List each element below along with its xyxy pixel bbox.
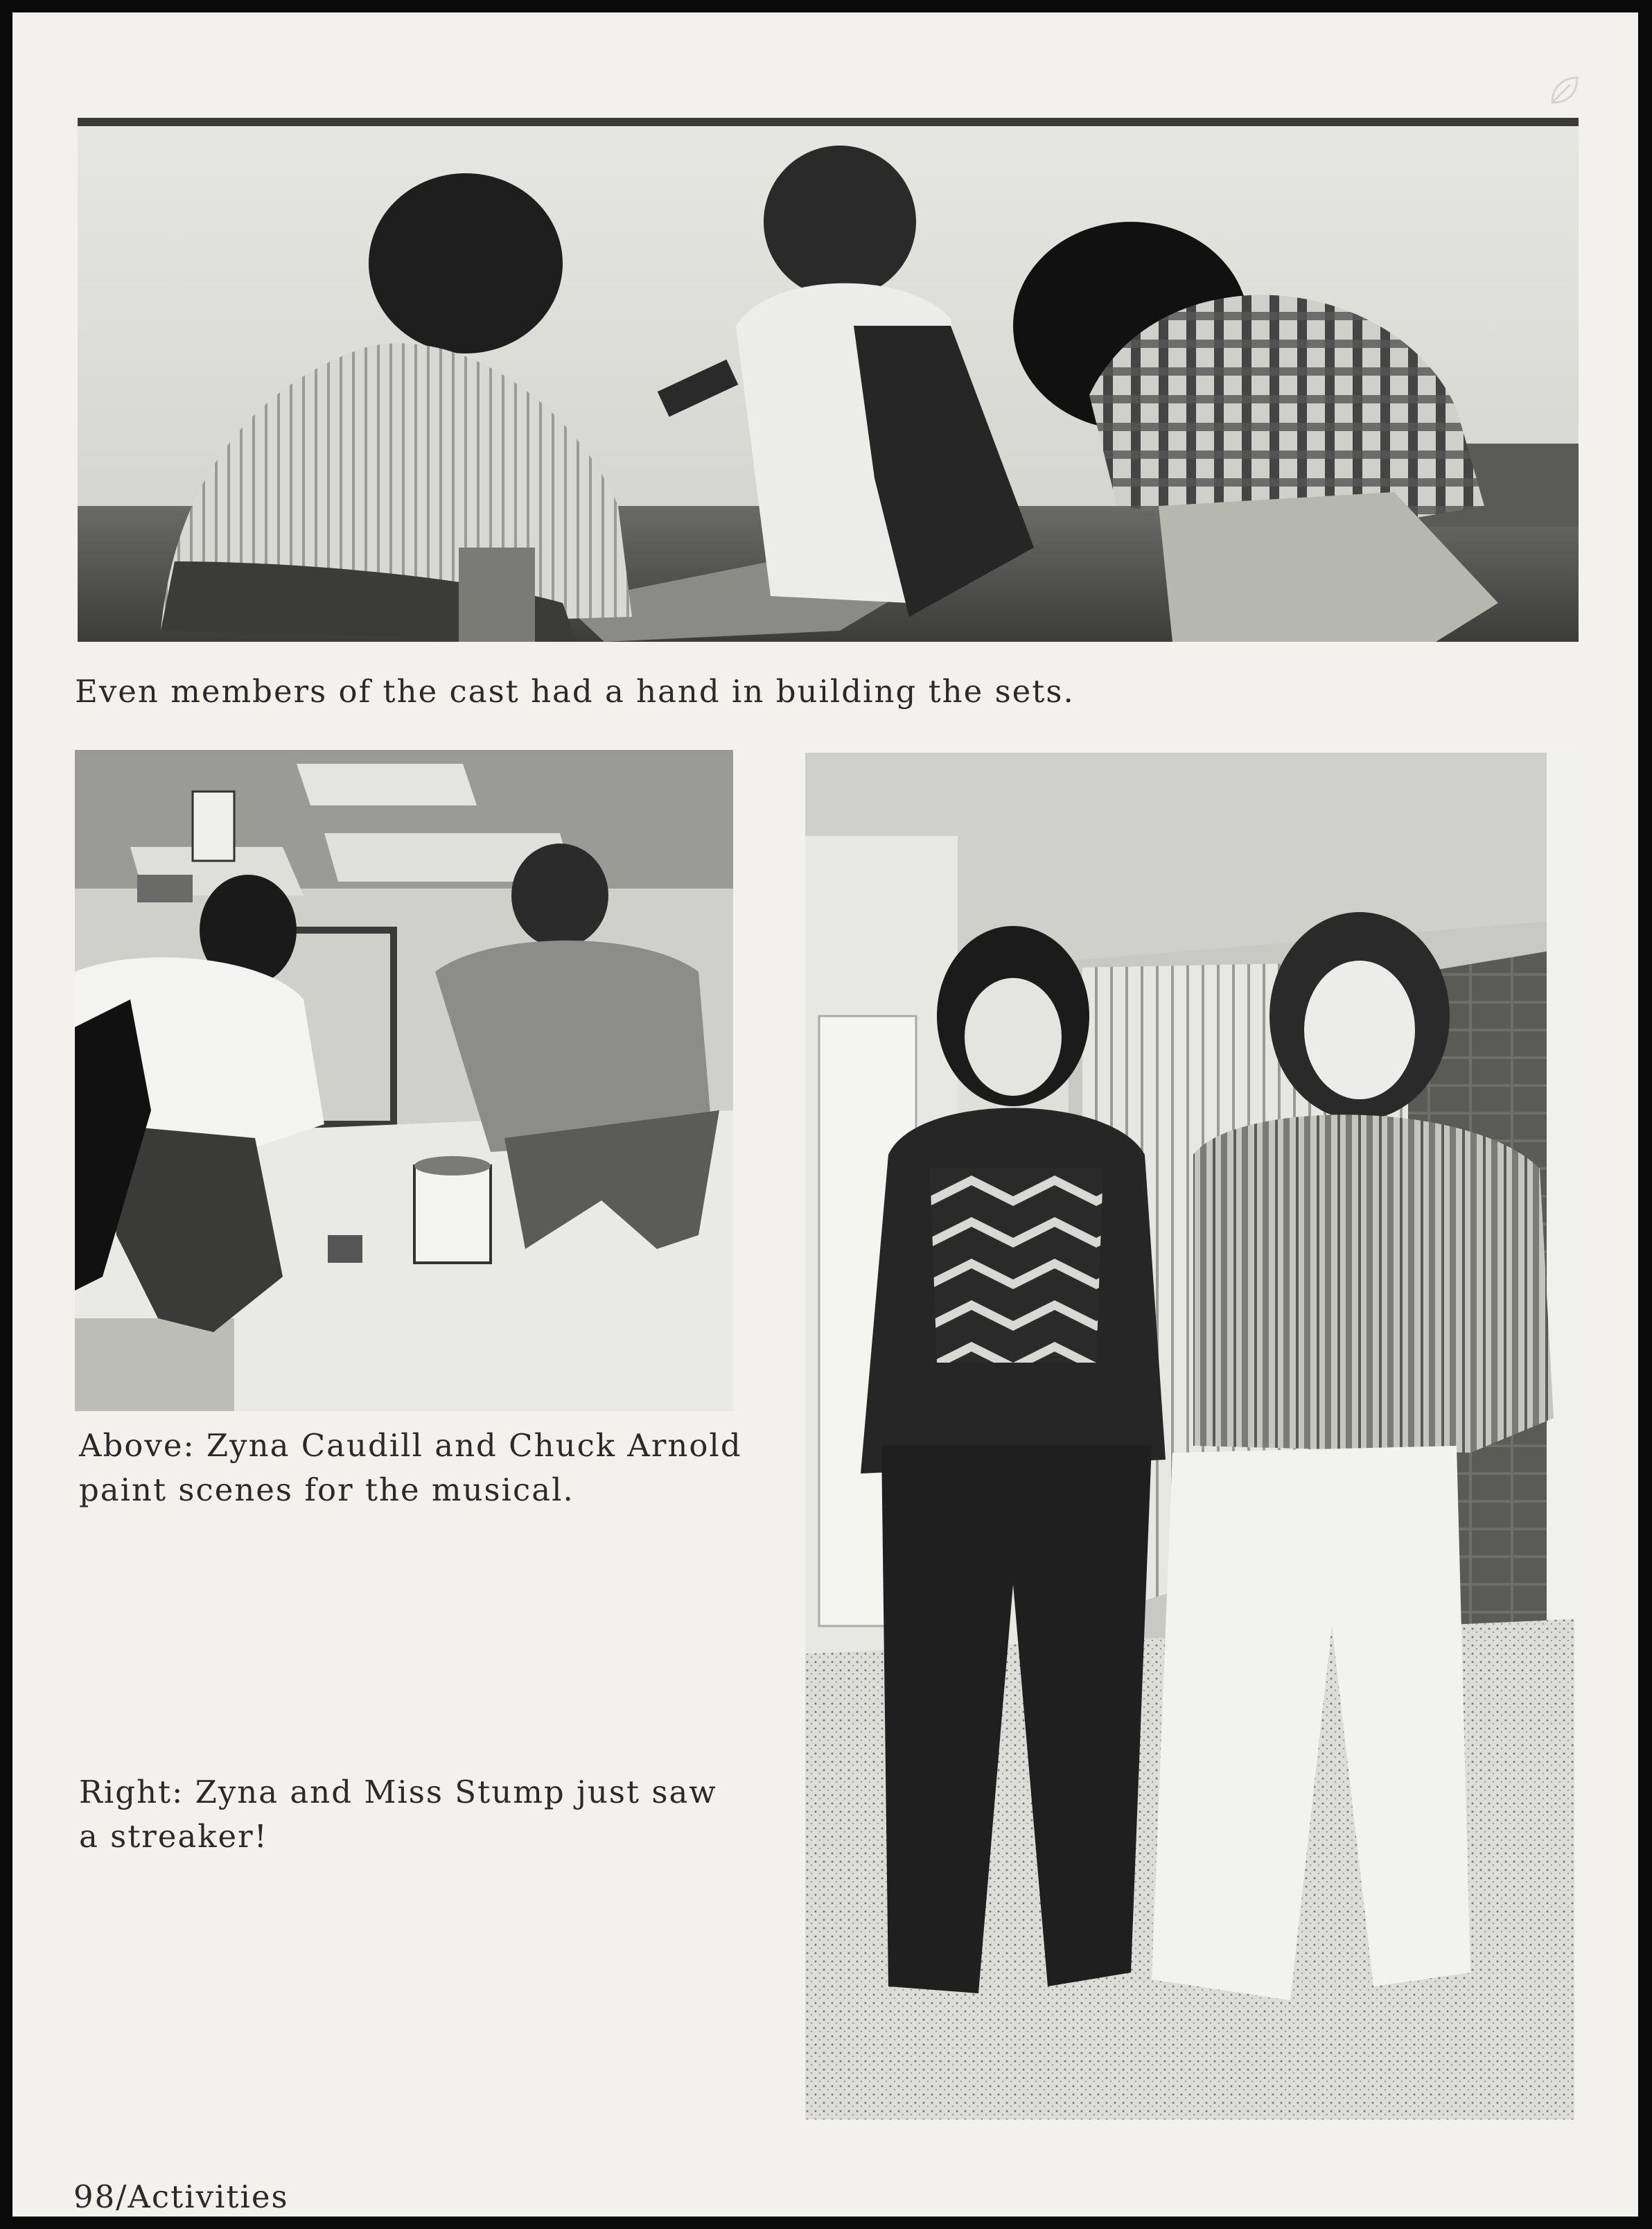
painting-scenes-photo <box>75 750 733 1411</box>
leaf-watermark-icon <box>1545 72 1583 110</box>
right-caption-line-1: Right: Zyna and Miss Stump just saw <box>79 1774 717 1810</box>
right-photo-caption <box>79 1770 758 1859</box>
hallway-photo <box>805 753 1574 2119</box>
page-folio: 98/Activities <box>73 2178 289 2215</box>
above-photo-caption <box>79 1424 758 1512</box>
above-caption-line-2: paint scenes for the musical. <box>79 1471 574 1508</box>
top-photo-caption: Even members of the cast had a hand in building the sets. <box>75 673 1075 710</box>
right-caption-line-2: a streaker! <box>79 1818 268 1855</box>
yearbook-page <box>12 12 1638 2217</box>
above-caption-line-1: Above: Zyna Caudill and Chuck Arnold <box>79 1427 742 1464</box>
set-building-photo <box>78 118 1579 642</box>
